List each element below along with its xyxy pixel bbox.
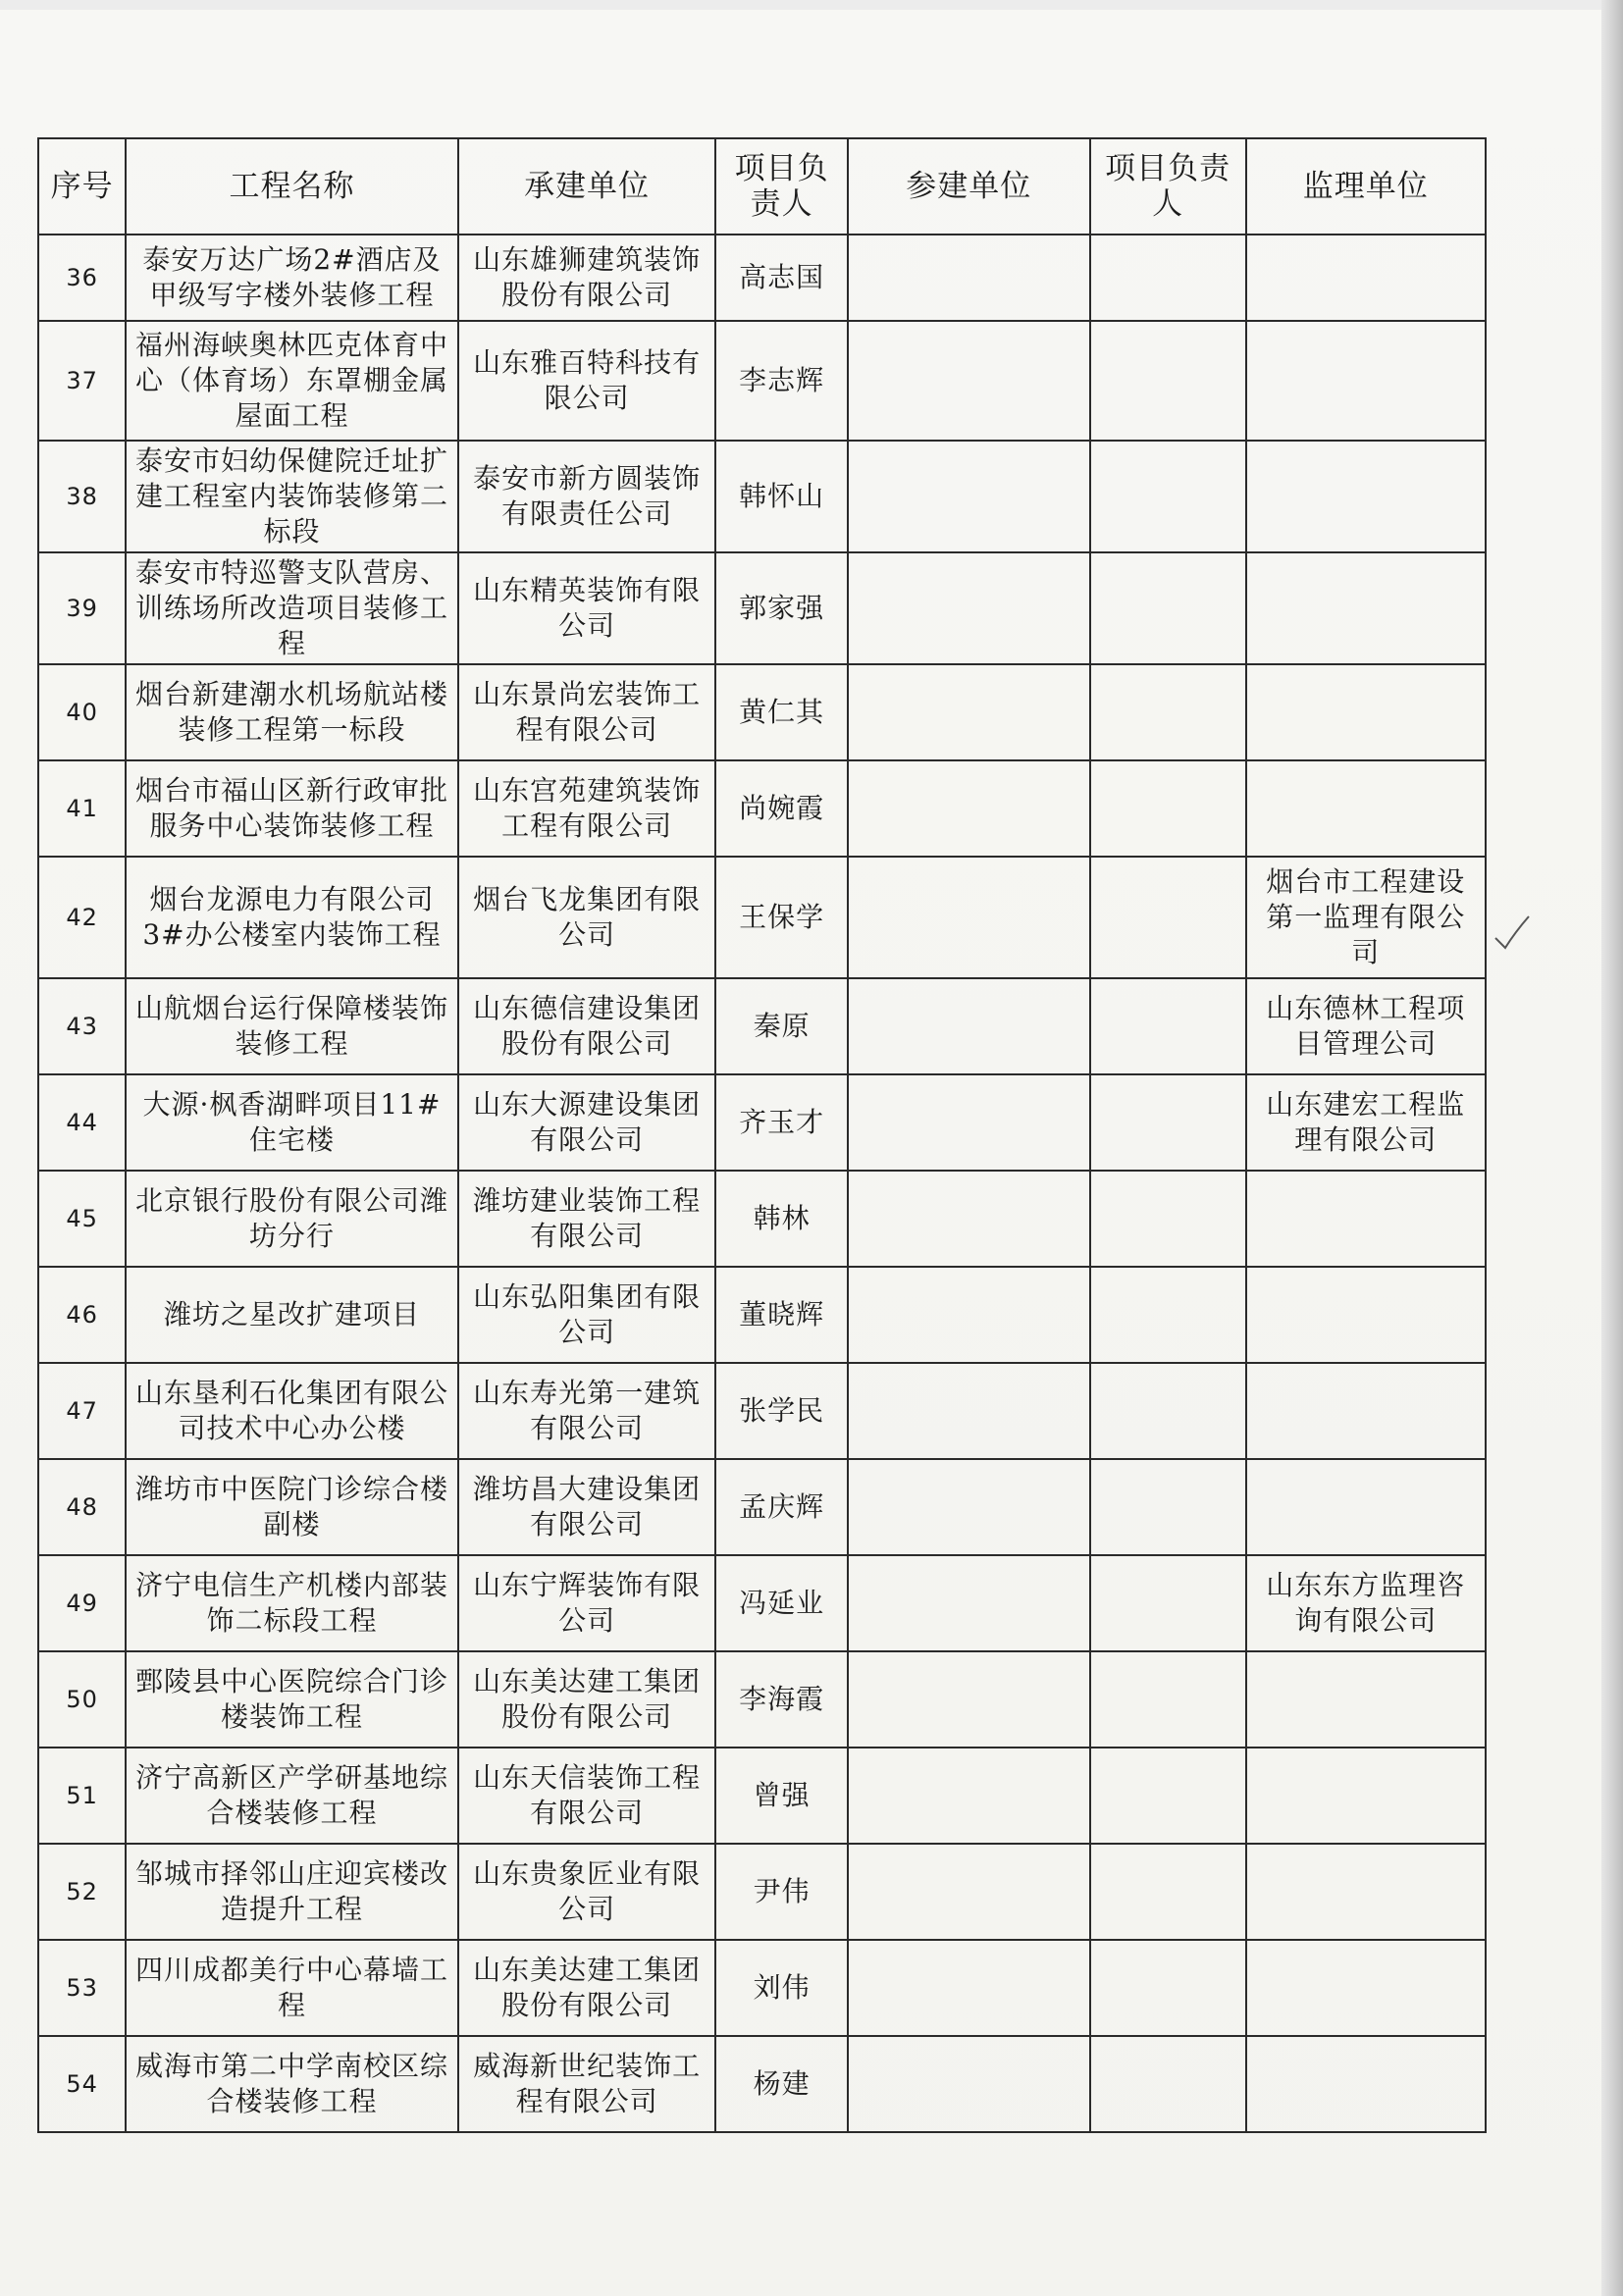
cell-supervisor: 山东东方监理咨询有限公司: [1246, 1555, 1486, 1651]
header-contractor: 承建单位: [458, 138, 716, 235]
cell-project-name: 鄄陵县中心医院综合门诊楼装饰工程: [126, 1651, 458, 1748]
cell-project-name: 福州海峡奥林匹克体育中心（体育场）东罩棚金属屋面工程: [126, 321, 458, 441]
cell-project-name: 四川成都美行中心幕墙工程: [126, 1940, 458, 2036]
table-row: [38, 978, 1486, 1074]
cell-contractor: 威海新世纪装饰工程有限公司: [458, 2036, 716, 2132]
cell-project-manager: 冯延业: [715, 1555, 847, 1651]
cell-supervisor: 山东德林工程项目管理公司: [1246, 978, 1486, 1074]
cell-participant-unit: [848, 1844, 1090, 1940]
table-row: [38, 1748, 1486, 1844]
cell-project-manager: 齐玉才: [715, 1074, 847, 1171]
header-participant-manager: 项目负责人: [1090, 138, 1246, 235]
cell-project-name: 威海市第二中学南校区综合楼装修工程: [126, 2036, 458, 2132]
table-row: [38, 235, 1486, 321]
cell-project-name: 烟台市福山区新行政审批服务中心装饰装修工程: [126, 760, 458, 857]
cell-project-manager: 秦原: [715, 978, 847, 1074]
cell-serial: 38: [38, 441, 126, 552]
cell-serial: 45: [38, 1171, 126, 1267]
cell-supervisor: [1246, 1844, 1486, 1940]
cell-serial: 48: [38, 1459, 126, 1555]
header-supervisor: 监理单位: [1246, 138, 1486, 235]
table-row: [38, 760, 1486, 857]
cell-supervisor: [1246, 552, 1486, 664]
cell-contractor: 山东美达建工集团股份有限公司: [458, 1940, 716, 2036]
header-project-name: 工程名称: [126, 138, 458, 235]
cell-project-manager: 尹伟: [715, 1844, 847, 1940]
cell-participant-manager: [1090, 857, 1246, 978]
cell-participant-manager: [1090, 1459, 1246, 1555]
cell-supervisor: [1246, 321, 1486, 441]
cell-serial: 47: [38, 1363, 126, 1459]
cell-participant-unit: [848, 1651, 1090, 1748]
cell-contractor: 山东雄狮建筑装饰股份有限公司: [458, 235, 716, 321]
cell-contractor: 潍坊昌大建设集团有限公司: [458, 1459, 716, 1555]
cell-participant-manager: [1090, 1651, 1246, 1748]
cell-participant-unit: [848, 1074, 1090, 1171]
cell-project-manager: 高志国: [715, 235, 847, 321]
cell-project-manager: 李海霞: [715, 1651, 847, 1748]
cell-supervisor: [1246, 1748, 1486, 1844]
cell-project-name: 大源·枫香湖畔项目11#住宅楼: [126, 1074, 458, 1171]
table-body: [38, 235, 1486, 2132]
table-row: [38, 552, 1486, 664]
cell-project-manager: 黄仁其: [715, 664, 847, 760]
cell-project-manager: 李志辉: [715, 321, 847, 441]
cell-participant-manager: [1090, 664, 1246, 760]
cell-supervisor: [1246, 441, 1486, 552]
cell-supervisor: [1246, 760, 1486, 857]
cell-project-name: 烟台龙源电力有限公司3#办公楼室内装饰工程: [126, 857, 458, 978]
cell-contractor: 山东弘阳集团有限公司: [458, 1267, 716, 1363]
cell-project-manager: 韩林: [715, 1171, 847, 1267]
cell-participant-manager: [1090, 2036, 1246, 2132]
cell-project-manager: 郭家强: [715, 552, 847, 664]
cell-contractor: 潍坊建业装饰工程有限公司: [458, 1171, 716, 1267]
cell-supervisor: [1246, 235, 1486, 321]
cell-participant-unit: [848, 1267, 1090, 1363]
cell-project-name: 泰安市妇幼保健院迁址扩建工程室内装饰装修第二标段: [126, 441, 458, 552]
table-row: [38, 441, 1486, 552]
cell-participant-manager: [1090, 441, 1246, 552]
cell-supervisor: [1246, 1171, 1486, 1267]
scan-right-edge: [1601, 0, 1623, 2296]
cell-project-name: 潍坊市中医院门诊综合楼副楼: [126, 1459, 458, 1555]
cell-project-name: 济宁电信生产机楼内部装饰二标段工程: [126, 1555, 458, 1651]
cell-participant-manager: [1090, 321, 1246, 441]
cell-contractor: 烟台飞龙集团有限公司: [458, 857, 716, 978]
cell-serial: 37: [38, 321, 126, 441]
cell-participant-unit: [848, 235, 1090, 321]
cell-participant-unit: [848, 1459, 1090, 1555]
cell-supervisor: [1246, 664, 1486, 760]
cell-supervisor: [1246, 1940, 1486, 2036]
cell-serial: 44: [38, 1074, 126, 1171]
cell-project-name: 北京银行股份有限公司潍坊分行: [126, 1171, 458, 1267]
cell-participant-manager: [1090, 978, 1246, 1074]
cell-participant-unit: [848, 552, 1090, 664]
cell-participant-manager: [1090, 1555, 1246, 1651]
header-serial: 序号: [38, 138, 126, 235]
cell-participant-unit: [848, 1748, 1090, 1844]
table-header-row: [38, 138, 1486, 235]
cell-project-name: 济宁高新区产学研基地综合楼装修工程: [126, 1748, 458, 1844]
cell-serial: 53: [38, 1940, 126, 2036]
cell-participant-manager: [1090, 1748, 1246, 1844]
cell-participant-unit: [848, 978, 1090, 1074]
cell-project-manager: 曾强: [715, 1748, 847, 1844]
table-row: [38, 664, 1486, 760]
cell-participant-unit: [848, 2036, 1090, 2132]
cell-serial: 54: [38, 2036, 126, 2132]
cell-participant-unit: [848, 664, 1090, 760]
cell-serial: 46: [38, 1267, 126, 1363]
cell-project-name: 山东垦利石化集团有限公司技术中心办公楼: [126, 1363, 458, 1459]
scan-top-edge: [0, 0, 1623, 10]
table-row: [38, 2036, 1486, 2132]
header-project-manager: 项目负责人: [715, 138, 847, 235]
project-roster-table: [37, 137, 1487, 2133]
cell-supervisor: 山东建宏工程监理有限公司: [1246, 1074, 1486, 1171]
cell-project-manager: 尚婉霞: [715, 760, 847, 857]
table-row: [38, 1940, 1486, 2036]
cell-project-name: 泰安市特巡警支队营房、训练场所改造项目装修工程: [126, 552, 458, 664]
cell-contractor: 山东寿光第一建筑有限公司: [458, 1363, 716, 1459]
cell-project-manager: 张学民: [715, 1363, 847, 1459]
cell-participant-manager: [1090, 235, 1246, 321]
table-row: [38, 1651, 1486, 1748]
cell-project-name: 邹城市择邻山庄迎宾楼改造提升工程: [126, 1844, 458, 1940]
cell-supervisor: [1246, 1651, 1486, 1748]
cell-contractor: 山东贵象匠业有限公司: [458, 1844, 716, 1940]
cell-participant-manager: [1090, 760, 1246, 857]
cell-participant-unit: [848, 1363, 1090, 1459]
cell-contractor: 泰安市新方圆装饰有限责任公司: [458, 441, 716, 552]
cell-contractor: 山东大源建设集团有限公司: [458, 1074, 716, 1171]
table-row: [38, 1555, 1486, 1651]
cell-supervisor: [1246, 2036, 1486, 2132]
cell-project-name: 山航烟台运行保障楼装饰装修工程: [126, 978, 458, 1074]
cell-participant-unit: [848, 760, 1090, 857]
cell-contractor: 山东精英装饰有限公司: [458, 552, 716, 664]
cell-project-name: 烟台新建潮水机场航站楼装修工程第一标段: [126, 664, 458, 760]
cell-serial: 40: [38, 664, 126, 760]
cell-supervisor: [1246, 1459, 1486, 1555]
cell-project-manager: 韩怀山: [715, 441, 847, 552]
cell-project-manager: 杨建: [715, 2036, 847, 2132]
cell-participant-unit: [848, 1171, 1090, 1267]
table-row: [38, 1267, 1486, 1363]
cell-contractor: 山东美达建工集团股份有限公司: [458, 1651, 716, 1748]
cell-participant-manager: [1090, 1267, 1246, 1363]
header-participant-unit: 参建单位: [848, 138, 1090, 235]
cell-project-manager: 董晓辉: [715, 1267, 847, 1363]
cell-contractor: 山东天信装饰工程有限公司: [458, 1748, 716, 1844]
cell-contractor: 山东德信建设集团股份有限公司: [458, 978, 716, 1074]
cell-project-name: 潍坊之星改扩建项目: [126, 1267, 458, 1363]
cell-serial: 50: [38, 1651, 126, 1748]
cell-participant-manager: [1090, 1171, 1246, 1267]
cell-serial: 42: [38, 857, 126, 978]
cell-supervisor: [1246, 1363, 1486, 1459]
table-row: [38, 857, 1486, 978]
table-row: [38, 321, 1486, 441]
cell-project-manager: 王保学: [715, 857, 847, 978]
cell-project-name: 泰安万达广场2#酒店及甲级写字楼外装修工程: [126, 235, 458, 321]
cell-serial: 43: [38, 978, 126, 1074]
cell-participant-manager: [1090, 1940, 1246, 2036]
table-row: [38, 1459, 1486, 1555]
cell-participant-unit: [848, 1555, 1090, 1651]
cell-contractor: 山东宫苑建筑装饰工程有限公司: [458, 760, 716, 857]
cell-contractor: 山东景尚宏装饰工程有限公司: [458, 664, 716, 760]
cell-contractor: 山东宁辉装饰有限公司: [458, 1555, 716, 1651]
table-row: [38, 1074, 1486, 1171]
table-row: [38, 1363, 1486, 1459]
cell-participant-manager: [1090, 1363, 1246, 1459]
cell-contractor: 山东雅百特科技有限公司: [458, 321, 716, 441]
cell-participant-manager: [1090, 1074, 1246, 1171]
table-row: [38, 1844, 1486, 1940]
cell-serial: 36: [38, 235, 126, 321]
cell-participant-unit: [848, 1940, 1090, 2036]
cell-supervisor: [1246, 1267, 1486, 1363]
cell-participant-unit: [848, 441, 1090, 552]
cell-project-manager: 孟庆辉: [715, 1459, 847, 1555]
cell-serial: 41: [38, 760, 126, 857]
cell-participant-manager: [1090, 552, 1246, 664]
cell-participant-unit: [848, 857, 1090, 978]
cell-serial: 39: [38, 552, 126, 664]
handwritten-check-mark: [1492, 913, 1531, 952]
cell-serial: 51: [38, 1748, 126, 1844]
table-row: [38, 1171, 1486, 1267]
cell-project-manager: 刘伟: [715, 1940, 847, 2036]
cell-participant-manager: [1090, 1844, 1246, 1940]
cell-supervisor: 烟台市工程建设第一监理有限公司: [1246, 857, 1486, 978]
cell-serial: 52: [38, 1844, 126, 1940]
cell-serial: 49: [38, 1555, 126, 1651]
cell-participant-unit: [848, 321, 1090, 441]
